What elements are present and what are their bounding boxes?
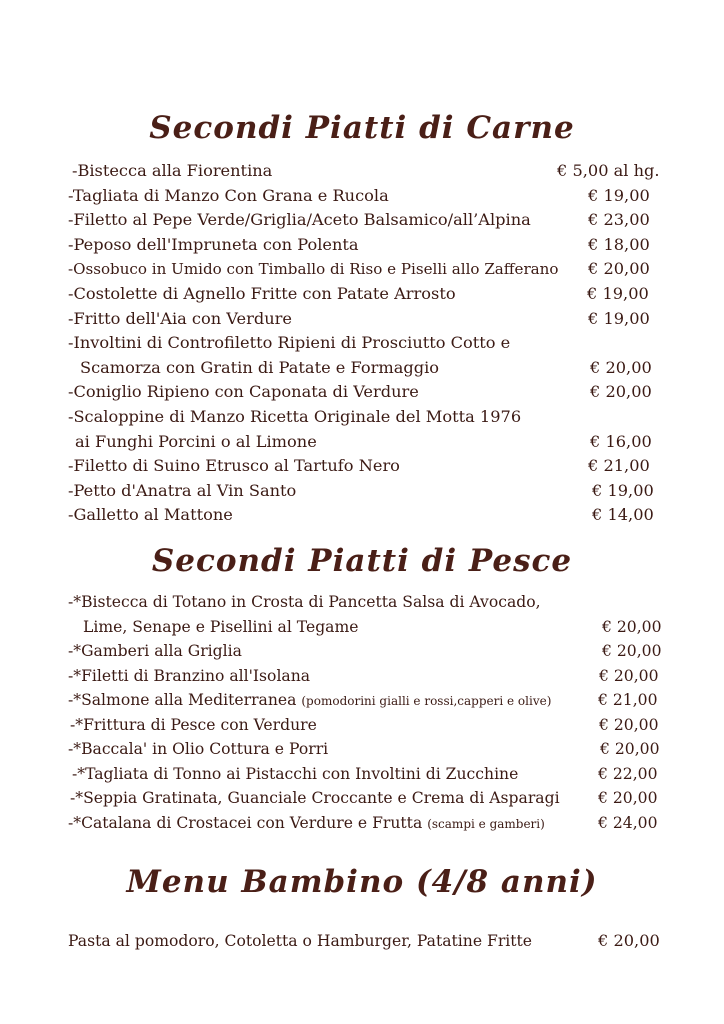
- menu-bambino: [0, 929, 724, 954]
- menu-item-name: -*Tagliata di Tonno ai Pistacchi con Involtini di Zucchine: [72, 764, 519, 783]
- menu-item-price: € 19,00: [592, 480, 654, 500]
- menu-item-name: -Tagliata di Manzo Con Grana e Rucola: [68, 185, 389, 205]
- menu-item-name: Scamorza con Gratin di Patate e Formaggio: [80, 357, 440, 377]
- menu-item-name: ai Funghi Porcini o al Limone: [75, 431, 317, 451]
- menu-item-price: € 20,00: [602, 617, 662, 636]
- menu-item-note: (pomodorini gialli e rossi,capperi e olive): [301, 694, 552, 708]
- title-menu-bambino: Menu Bambino (4/8 anni): [126, 864, 598, 900]
- menu-item-price: € 20,00: [590, 357, 652, 377]
- menu-item: [0, 282, 724, 307]
- menu-item: [0, 380, 724, 405]
- menu-item-name: -Involtini di Controfiletto Ripieni di Prosciutto Cotto e: [68, 333, 511, 353]
- menu-item: [0, 159, 724, 184]
- menu-item-price: € 23,00: [588, 210, 650, 230]
- menu-item: [0, 479, 724, 504]
- menu-item: [0, 811, 724, 836]
- menu-item-name: -Filetto di Suino Etrusco al Tartufo Nero: [68, 456, 400, 476]
- menu-item-price: € 21,00: [598, 691, 658, 709]
- menu-carne: [0, 159, 724, 528]
- menu-item-price: € 19,00: [588, 185, 650, 205]
- menu-item-price: € 20,00: [598, 789, 658, 807]
- menu-item-name: -*Catalana di Crostacei con Verdure e Frutta (scampi e gamberi): [68, 813, 545, 832]
- title-secondi-carne: Secondi Piatti di Carne: [149, 110, 575, 146]
- menu-item: [0, 503, 724, 528]
- menu-item: [0, 405, 724, 430]
- menu-item: [0, 257, 724, 282]
- menu-item-name: -*Baccala' in Olio Cottura e Porri: [68, 740, 329, 758]
- menu-item: [0, 307, 724, 332]
- menu-pesce: [0, 590, 724, 835]
- menu-item-name: -Filetto al Pepe Verde/Griglia/Aceto Balsamico/all’Alpina: [68, 210, 531, 230]
- menu-item: [0, 762, 724, 787]
- menu-item-price: € 21,00: [588, 456, 650, 476]
- menu-item: [0, 331, 724, 356]
- menu-item-price: € 22,00: [598, 764, 658, 783]
- menu-item-price: € 20,00: [602, 642, 662, 660]
- menu-item-price: € 20,00: [599, 666, 659, 685]
- menu-item: [0, 664, 724, 689]
- menu-item-price: € 20,00: [598, 931, 660, 950]
- menu-item: [0, 184, 724, 209]
- menu-item-price: € 19,00: [588, 308, 650, 328]
- menu-item-price: € 18,00: [588, 234, 650, 254]
- menu-item: [0, 929, 724, 954]
- menu-item-name: Lime, Senape e Pisellini al Tegame: [83, 617, 359, 636]
- menu-item: [0, 615, 724, 640]
- menu-item-name: -Petto d'Anatra al Vin Santo: [68, 480, 297, 500]
- menu-item-name: -Coniglio Ripieno con Caponata di Verdure: [68, 382, 419, 402]
- menu-item-price: € 20,00: [600, 740, 660, 758]
- menu-item-name: -Galletto al Mattone: [68, 505, 233, 525]
- menu-item-name: Pasta al pomodoro, Cotoletta o Hamburger, Patatine Fritte: [68, 932, 533, 950]
- menu-item-name: -Fritto dell'Aia con Verdure: [68, 308, 292, 328]
- menu-item: [0, 430, 724, 455]
- menu-item-name: -*Frittura di Pesce con Verdure: [70, 715, 317, 734]
- menu-item-price: € 24,00: [598, 813, 658, 832]
- menu-item-price: € 20,00: [599, 715, 659, 734]
- menu-item-price: € 20,00: [590, 382, 652, 402]
- menu-item-name: -Peposo dell'Impruneta con Polenta: [68, 234, 359, 254]
- menu-item-name: -Costolette di Agnello Fritte con Patate Arrosto: [68, 283, 456, 303]
- menu-item: [0, 786, 724, 811]
- menu-item-name: -*Seppia Gratinata, Guanciale Croccante e Crema di Asparagi: [70, 789, 560, 807]
- menu-item-price: € 19,00: [587, 283, 649, 303]
- menu-item: [0, 208, 724, 233]
- menu-item-price: € 20,00: [588, 259, 650, 279]
- menu-item-name: -*Gamberi alla Griglia: [68, 642, 242, 660]
- title-secondi-pesce: Secondi Piatti di Pesce: [151, 543, 573, 579]
- menu-item: [0, 590, 724, 615]
- menu-item: [0, 454, 724, 479]
- menu-item-price: € 16,00: [590, 431, 652, 451]
- menu-item: [0, 639, 724, 664]
- menu-item: [0, 233, 724, 258]
- menu-item-price: € 5,00 al hg.: [557, 161, 660, 180]
- menu-item-name: -*Salmone alla Mediterranea (pomodorini gialli e rossi,capperi e olive): [68, 691, 552, 709]
- menu-item-name: -Ossobuco in Umido con Timballo di Riso e Piselli allo Zafferano: [68, 260, 559, 279]
- menu-item-name: -*Bistecca di Totano in Crosta di Pancetta Salsa di Avocado,: [68, 593, 541, 611]
- menu-item-name: -Scaloppine di Manzo Ricetta Originale del Motta 1976: [68, 406, 522, 426]
- menu-item: [0, 737, 724, 762]
- menu-item-price: € 14,00: [592, 505, 654, 525]
- menu-item-note: (scampi e gamberi): [427, 816, 545, 831]
- menu-item: [0, 713, 724, 738]
- menu-item-name: -Bistecca alla Fiorentina: [72, 161, 273, 180]
- menu-item-name: -*Filetti di Branzino all'Isolana: [68, 666, 311, 685]
- menu-item: [0, 356, 724, 381]
- menu-item: [0, 688, 724, 713]
